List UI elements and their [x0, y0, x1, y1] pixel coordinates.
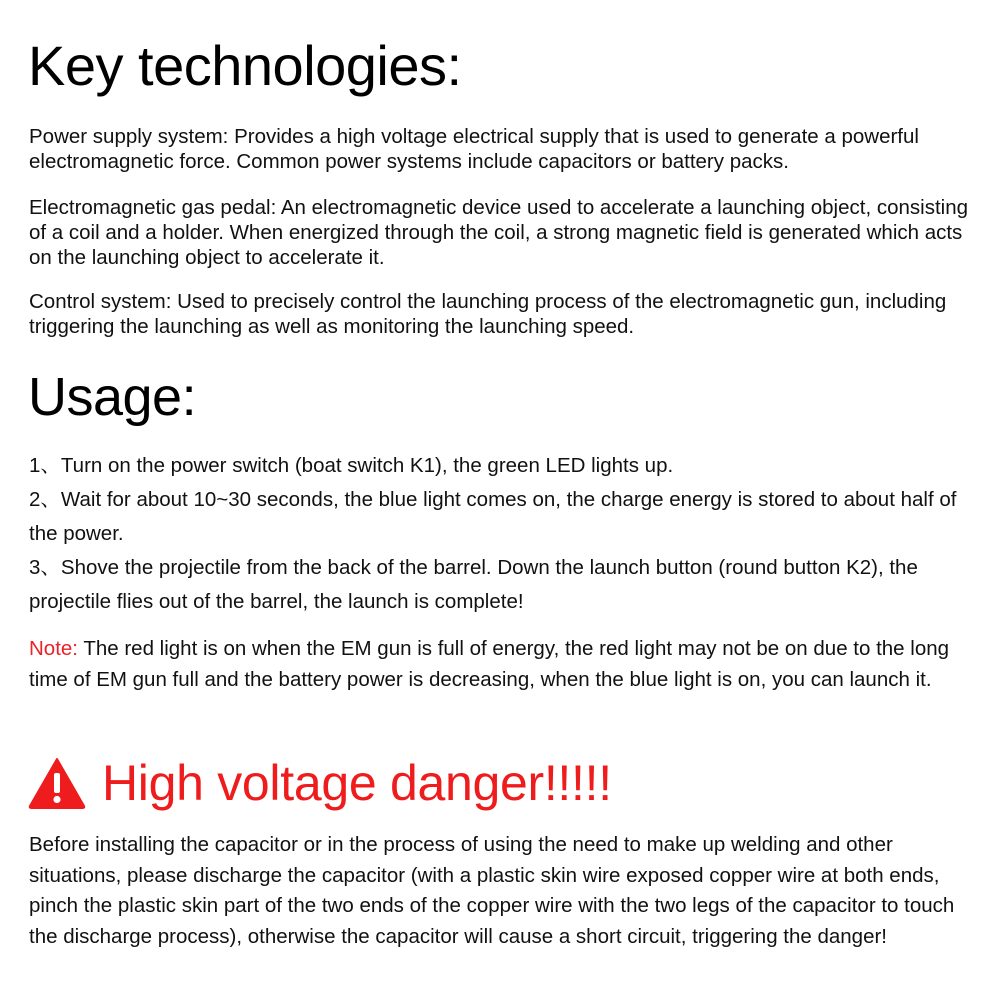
gas-pedal-paragraph: Electromagnetic gas pedal: An electromagnetic device used to accelerate a launching object, consisting of a coil and a holder. When energized through the coil, a strong magnetic field is generated which acts on the launching object to accelerate it. [29, 196, 969, 269]
danger-title: High voltage danger!!!!! [102, 755, 612, 811]
usage-steps-list [29, 449, 984, 619]
usage-step-1: 1、Turn on the power switch (boat switch K1), the green LED lights up. [29, 454, 674, 477]
control-system-paragraph: Control system: Used to precisely control the launching process of the electromagnetic gun, including triggering the launching as well as monitoring the launching speed. [29, 290, 947, 338]
warning-triangle-icon [28, 757, 86, 809]
note-text: The red light is on when the EM gun is full of energy, the red light may not be on due to the long time of EM gun full and the battery power is decreasing, when the blue light is on, you can launch it. [29, 637, 950, 691]
usage-step-2: 2、Wait for about 10~30 seconds, the blue light comes on, the charge energy is stored to about half of the power. [29, 488, 957, 545]
usage-step-3: 3、Shove the projectile from the back of the barrel. Down the launch button (round button K2), the projectile flies out of the barrel, the launch is complete! [29, 556, 918, 613]
power-supply-paragraph: Power supply system: Provides a high voltage electrical supply that is used to generate a powerful electromagnetic force. Common power systems include capacitors or battery packs. [29, 125, 919, 173]
usage-heading: Usage: [28, 367, 197, 427]
usage-note [29, 634, 979, 695]
key-technologies-heading: Key technologies: [28, 34, 462, 97]
note-label: Note: [29, 637, 78, 660]
danger-warning-paragraph: Before installing the capacitor or in the process of using the need to make up welding and other situations, please discharge the capacitor (with a plastic skin wire exposed copper wire at both ends, pinch the plastic skin part of the two ends of the copper wire with the two legs of the capacitor to touch the discharge process), otherwise the capacitor will cause a short circuit, triggering the danger! [29, 833, 955, 948]
danger-heading-row [28, 748, 612, 818]
